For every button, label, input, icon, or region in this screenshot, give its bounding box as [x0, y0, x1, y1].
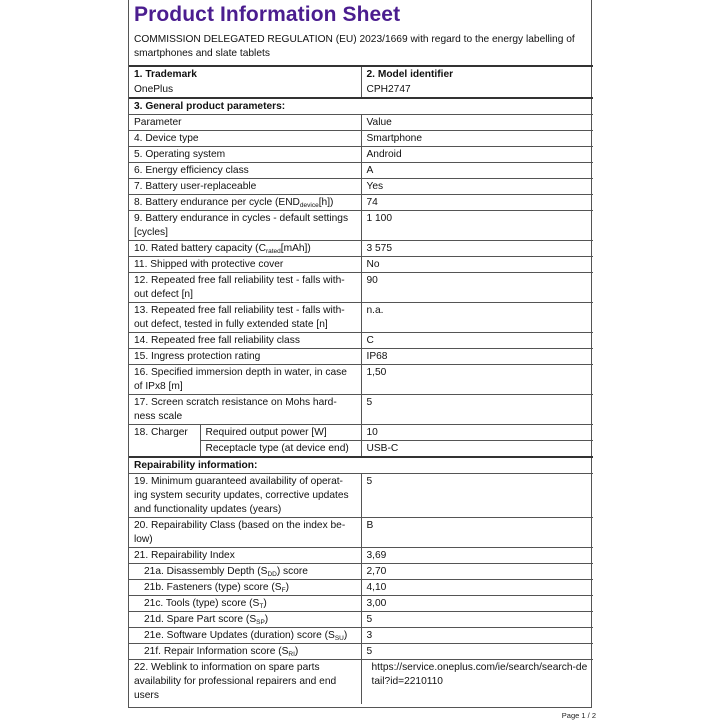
table-row	[129, 273, 593, 303]
parameter-label: 5. Operating system	[129, 147, 361, 163]
parameter-value: 90	[361, 273, 593, 303]
table-row	[129, 660, 593, 704]
parameter-value: 5	[361, 395, 593, 425]
general-parameters-heading: 3. General product parameters:	[129, 98, 593, 115]
label-text: 10. Rated battery capacity (C	[134, 243, 266, 254]
table-row	[129, 115, 593, 131]
sub-score-label	[129, 628, 361, 644]
parameter-value: 3,69	[361, 548, 593, 564]
parameter-label: 21. Repairability Index	[129, 548, 361, 564]
parameter-value: C	[361, 333, 593, 349]
parameter-label	[129, 195, 361, 211]
label-text: ) score	[276, 566, 308, 577]
sub-score-value: 5	[361, 612, 593, 628]
label-text: )	[263, 598, 267, 609]
column-header-parameter: Parameter	[129, 115, 361, 131]
parameter-label: 17. Screen scratch resistance on Mohs hard-ness scale	[129, 395, 361, 425]
parameter-value: n.a.	[361, 303, 593, 333]
charger-power-label: Required output power [W]	[200, 425, 361, 441]
parameter-label: 11. Shipped with protective cover	[129, 257, 361, 273]
label-text: )	[264, 614, 269, 625]
label-text: )	[294, 646, 299, 657]
table-row	[129, 365, 593, 395]
table-row	[129, 564, 593, 580]
label-subscript: RI	[288, 651, 295, 658]
table-row	[129, 644, 593, 660]
label-subscript: DD	[267, 571, 277, 578]
sub-score-value: 5	[361, 644, 593, 660]
label-text: 21a. Disassembly Depth (S	[144, 566, 268, 577]
table-row	[129, 211, 593, 241]
trademark-value: OnePlus	[134, 84, 174, 95]
parameter-label: 16. Specified immersion depth in water, in case of IPx8 [m]	[129, 365, 361, 395]
section-header-row	[129, 457, 593, 474]
parameter-value: 3 575	[361, 241, 593, 257]
label-text: 21b. Fasteners (type) score (S	[144, 582, 282, 593]
table-row	[129, 333, 593, 349]
table-row	[129, 596, 593, 612]
regulation-subtitle: COMMISSION DELEGATED REGULATION (EU) 2023/1669 with regard to the energy labelling of smartphones and slate tablets	[134, 34, 575, 59]
table-row	[129, 425, 593, 441]
label-text: )	[343, 630, 348, 641]
table-row	[129, 82, 593, 98]
product-info-table	[129, 65, 593, 704]
parameter-label: 12. Repeated free fall reliability test - falls with-out defect [n]	[129, 273, 361, 303]
label-subscript: rated	[265, 248, 281, 255]
page-title: Product Information Sheet	[134, 3, 401, 26]
table-row	[129, 580, 593, 596]
parameter-label: 9. Battery endurance in cycles - default settings [cycles]	[129, 211, 361, 241]
parameter-label: 7. Battery user-replaceable	[129, 179, 361, 195]
parameter-value: Yes	[361, 179, 593, 195]
table-row	[129, 241, 593, 257]
sub-score-label	[129, 564, 361, 580]
table-row	[129, 257, 593, 273]
section-header-row	[129, 98, 593, 115]
spare-parts-weblink[interactable]: https://service.oneplus.com/ie/search/search-detail?id=2210110	[361, 660, 593, 704]
model-identifier-label: 2. Model identifier	[361, 66, 593, 82]
table-row	[129, 548, 593, 564]
sub-score-label	[129, 580, 361, 596]
table-row	[129, 66, 593, 82]
parameter-value: 74	[361, 195, 593, 211]
label-text: 21f. Repair Information score (S	[144, 646, 289, 657]
sub-score-value: 4,10	[361, 580, 593, 596]
page-number: Page 1 / 2	[561, 711, 596, 720]
label-text: 21e. Software Updates (duration) score (S	[144, 630, 335, 641]
parameter-value: 1 100	[361, 211, 593, 241]
label-text: 8. Battery endurance per cycle (END	[134, 197, 300, 208]
table-row	[129, 474, 593, 518]
charger-receptacle-value: USB-C	[361, 441, 593, 458]
trademark-label: 1. Trademark	[129, 66, 361, 82]
sub-score-value: 3	[361, 628, 593, 644]
parameter-label: 14. Repeated free fall reliability class	[129, 333, 361, 349]
sub-score-label	[129, 596, 361, 612]
sub-score-label	[129, 644, 361, 660]
table-row	[129, 612, 593, 628]
parameter-value: B	[361, 518, 593, 548]
parameter-label: 22. Weblink to information on spare parts availability for professional repairers and end users	[129, 660, 361, 704]
table-row	[129, 195, 593, 211]
label-text: 21c. Tools (type) score (S	[144, 598, 260, 609]
label-text: )	[285, 582, 289, 593]
label-subscript: SP	[256, 619, 265, 626]
table-row	[129, 163, 593, 179]
table-row	[129, 349, 593, 365]
parameter-value: Smartphone	[361, 131, 593, 147]
model-identifier-value: CPH2747	[361, 82, 593, 98]
parameter-label: 19. Minimum guaranteed availability of operat-ing system security updates, corrective updates and functionality updates (years)	[129, 474, 361, 518]
sub-score-label	[129, 612, 361, 628]
parameter-label: 20. Repairability Class (based on the index be-low)	[129, 518, 361, 548]
parameter-value: Android	[361, 147, 593, 163]
label-subscript: device	[299, 202, 319, 209]
parameter-label: 4. Device type	[129, 131, 361, 147]
table-row	[129, 303, 593, 333]
product-information-sheet	[128, 0, 592, 708]
column-header-value: Value	[361, 115, 593, 131]
sub-score-value: 3,00	[361, 596, 593, 612]
label-subscript: F	[281, 587, 286, 594]
table-row	[129, 518, 593, 548]
parameter-value: A	[361, 163, 593, 179]
parameter-value: IP68	[361, 349, 593, 365]
parameter-value: 1,50	[361, 365, 593, 395]
charger-power-value: 10	[361, 425, 593, 441]
parameter-value: 5	[361, 474, 593, 518]
parameter-label: 15. Ingress protection rating	[129, 349, 361, 365]
sub-score-value: 2,70	[361, 564, 593, 580]
label-subscript: T	[259, 603, 264, 610]
charger-label: 18. Charger	[129, 425, 200, 458]
table-row	[129, 131, 593, 147]
label-text: 21d. Spare Part score (S	[144, 614, 257, 625]
label-text: [mAh])	[280, 243, 311, 254]
table-row	[129, 628, 593, 644]
table-row	[129, 395, 593, 425]
parameter-label	[129, 241, 361, 257]
parameter-value: No	[361, 257, 593, 273]
label-subscript: SU	[334, 635, 344, 642]
label-text: [h])	[318, 197, 334, 208]
parameter-label: 13. Repeated free fall reliability test - falls with-out defect, tested in fully extended state [n]	[129, 303, 361, 333]
repairability-heading: Repairability information:	[129, 457, 593, 474]
parameter-label: 6. Energy efficiency class	[129, 163, 361, 179]
charger-receptacle-label: Receptacle type (at device end)	[200, 441, 361, 458]
table-row	[129, 147, 593, 163]
table-row	[129, 179, 593, 195]
